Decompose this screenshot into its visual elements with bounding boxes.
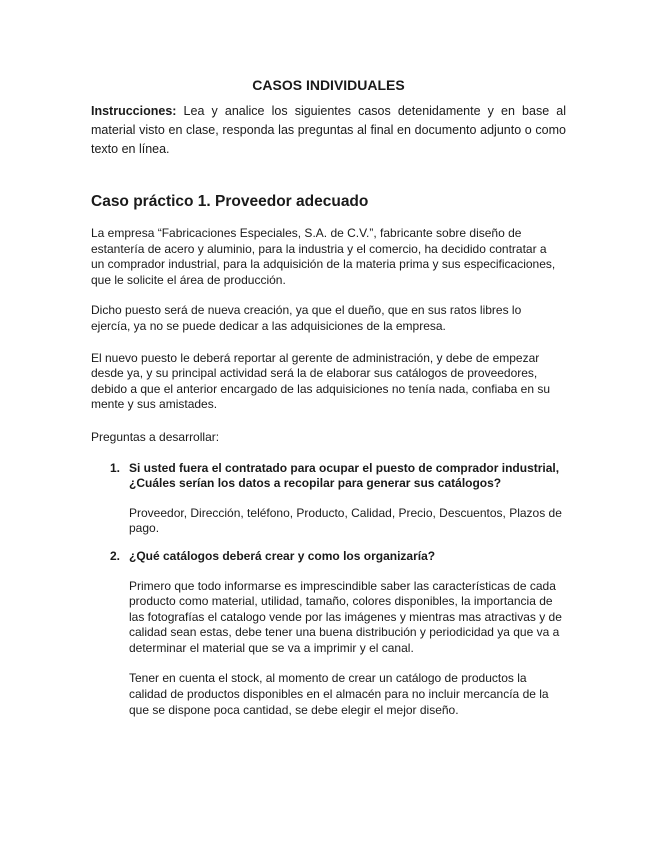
answer-paragraph: Tener en cuenta el stock, al momento de crear un catálogo de productos la calidad de productos disponibles en el almacén para no incluir mercancía de la que se dispone poca cantidad, se debe elegir el mejor diseño. (129, 671, 549, 717)
document-title: CASOS INDIVIDUALES (252, 77, 405, 93)
case-heading: Caso práctico 1. Proveedor adecuado (91, 193, 369, 210)
answer-paragraph: Primero que todo informarse es imprescindible saber las características de cada producto como material, utilidad, tamaño, colores disponibles, la importancia de las fotografías el catalogo vende por las imágenes y mientras mas atractivas y de calidad sean estas, debe tener una buena distribución y periodicidad ya que va a determinar el material que se va a imprimir y el canal. (129, 578, 562, 655)
question-number: 1. (110, 460, 121, 475)
answer-paragraph: Proveedor, Dirección, teléfono, Producto, Calidad, Precio, Descuentos, Plazos de pago. (129, 505, 562, 536)
question-item-1 (91, 461, 566, 537)
instructions-lead: Instrucciones: (91, 104, 177, 118)
question-text: ¿Qué catálogos deberá crear y como los organizaría? (129, 548, 436, 563)
case-paragraph-position: Dicho puesto será de nueva creación, ya que el dueño, que en sus ratos libres lo ejercía, ya no se puede dedicar a las adquisiciones de la empresa. (91, 303, 522, 333)
instructions-text: Lea y analice los siguientes casos detenidamente y en base al material visto en clase, responda las preguntas al final en documento adjunto o como texto en línea. (91, 104, 566, 156)
question-number: 2. (110, 548, 121, 563)
instructions-paragraph (91, 102, 566, 159)
document-page (91, 76, 566, 718)
questions-list (91, 461, 566, 719)
case-paragraph-company: La empresa “Fabricaciones Especiales, S.A. de C.V.”, fabricante sobre diseño de estantería de acero y aluminio, para la industria y el comercio, ha decidido contratar a un comprador industrial, para la adquisición de la materia prima y sus especificaciones, que le solicite el área de producción. (91, 226, 556, 287)
case-paragraph-reporting: El nuevo puesto le deberá reportar al gerente de administración, y debe de empezar desde ya, y su principal actividad será la de elaborar sus catálogos de proveedores, debido a que el anterior encargado de las adquisiciones no tenía nada, confiaba en su mente y sus amistades. (91, 350, 551, 412)
question-text: Si usted fuera el contratado para ocupar el puesto de comprador industrial, ¿Cuáles serían los datos a recopilar para generar sus catálogos? (129, 460, 560, 491)
questions-intro: Preguntas a desarrollar: (91, 429, 220, 444)
question-item-2 (91, 549, 566, 718)
